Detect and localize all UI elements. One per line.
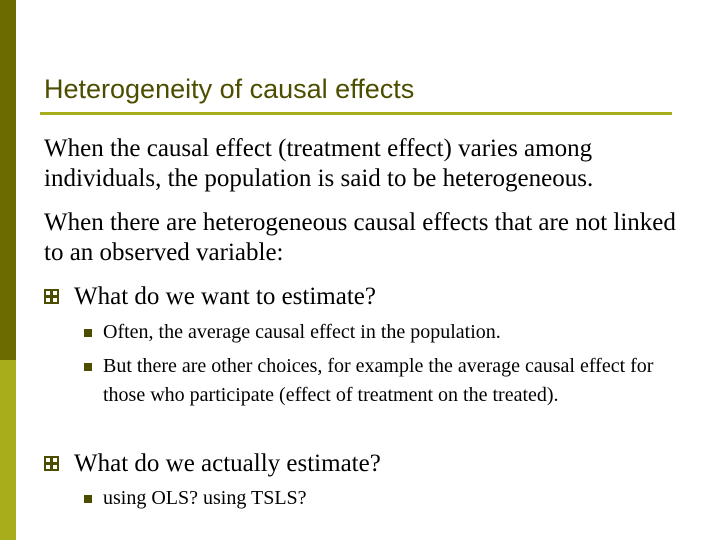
bullet-text: What do we want to estimate? (74, 283, 376, 310)
sub-bullet-item (84, 352, 684, 410)
sub-bullet-text: But there are other choices, for example the average causal effect for those who participate (effect of treatment on the treated). (103, 355, 654, 406)
filled-square-bullet-icon (84, 495, 92, 503)
square-cross-bullet-icon (44, 456, 59, 471)
square-cross-bullet-icon (44, 289, 59, 304)
sub-bullet-item (84, 484, 684, 513)
sub-bullet-text: Often, the average causal effect in the population. (103, 321, 501, 343)
paragraph-unobserved-heterogeneity: When there are heterogeneous causal effects that are not linked to an observed variable: (44, 209, 676, 266)
slide-title: Heterogeneity of causal effects (44, 74, 415, 104)
paragraph-heterogeneous-definition: When the causal effect (treatment effect) varies among individuals, the population is said to be heterogeneous. (44, 135, 594, 192)
sidebar-decoration-dark (0, 0, 16, 360)
sub-bullet-text: using OLS? using TSLS? (103, 487, 307, 509)
filled-square-bullet-icon (84, 329, 92, 337)
bullet-text: What do we actually estimate? (74, 450, 381, 477)
sidebar-decoration-light (0, 360, 16, 540)
title-underline (40, 112, 672, 115)
filled-square-bullet-icon (84, 363, 92, 371)
sub-bullet-item (84, 318, 684, 347)
